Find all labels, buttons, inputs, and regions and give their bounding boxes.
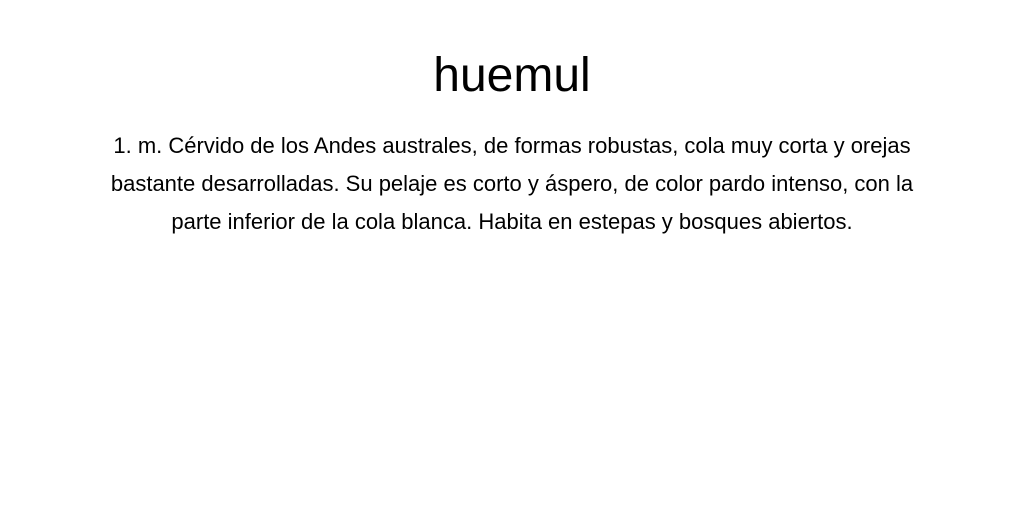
definition-text: 1. m. Cérvido de los Andes australes, de formas robustas, cola muy corta y orejas bastante desarrolladas. Su pelaje es corto y áspero, de color pardo intenso, con la parte inferior de la cola blanca. Habita en estepas y bosques abiertos. — [110, 133, 914, 234]
page-title: huemul — [433, 49, 591, 102]
